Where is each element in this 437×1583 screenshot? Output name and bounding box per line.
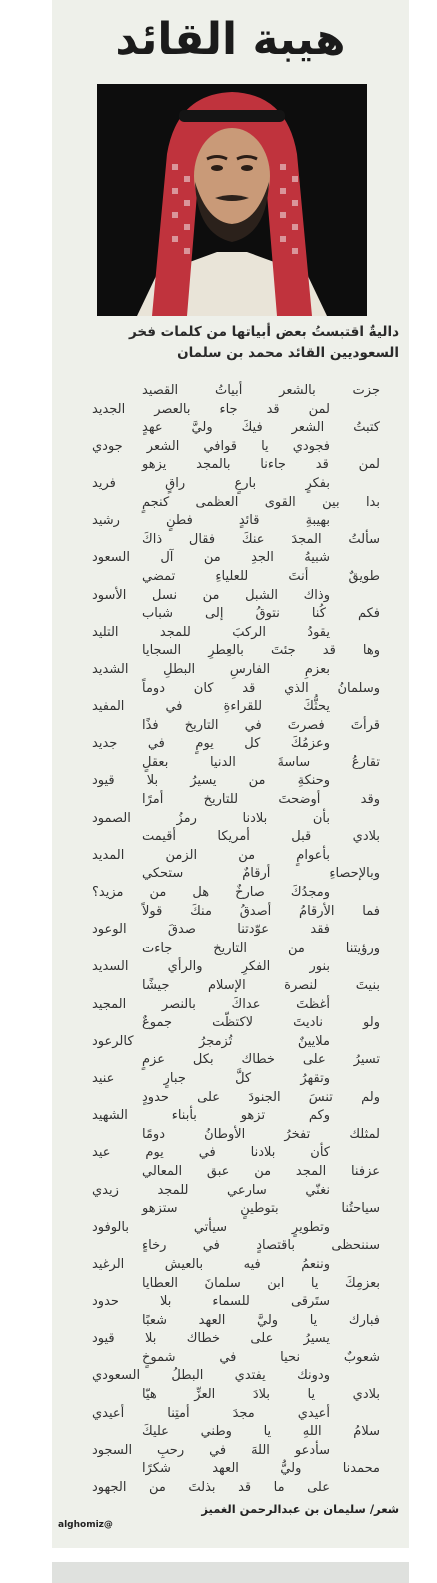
- poem-verse: وبالإحصاءِ أرقامٌ ستحكي: [142, 866, 380, 882]
- article-caption: داليةٌ اقتبستُ بعض أبياتها من كلمات فخر السعوديين القائد محمد بن سلمان: [129, 324, 399, 361]
- portrait-photo: [97, 84, 367, 316]
- poem-verse: فقد عوّدتنا صدقَ الوعود: [92, 922, 330, 938]
- poem-verse: فبارك يا وليَّ العهد شعبًا: [142, 1312, 380, 1328]
- poem-verse: قرأتَ فصرتَ في التاريخ فذًا: [142, 717, 380, 733]
- poem-verse: بهيبةِ قائدٍ فطنٍ رشيد: [92, 513, 330, 529]
- poem-verse: بلادي يا بلادَ العزِّ هيّا: [142, 1387, 380, 1403]
- poem-verse: كتبتُ الشعر فيكَ وليَّ عهدٍ: [142, 420, 380, 436]
- poem-verse: فكم كُنا نتوقُ إلى شباب: [142, 606, 380, 622]
- poem-verse: وحنكةِ من يسيرُ بلا قيود: [92, 773, 330, 789]
- poem-verse: وننعمُ فيه بالعيش الرغيد: [92, 1256, 330, 1272]
- poem-verse: بنيتَ لنصرة الإسلام جيشًا: [142, 978, 380, 993]
- poem-verse: عزفنا المجد من عبق المعالي: [142, 1163, 380, 1179]
- poem-verse: لمن قد جاءنا بالمجد يزهو: [142, 457, 380, 473]
- poem-verse: بفكرٍ بارعٍ راقٍ فريد: [92, 475, 330, 491]
- poem-verse: بعزمِ الفارسِ البطلِ الشديد: [92, 661, 330, 677]
- portrait-icon: [97, 84, 367, 316]
- page-margin-left: [0, 0, 52, 1583]
- poem-verse: نغنّي سارعي للمجد زيدي: [92, 1182, 330, 1198]
- poem-verse: يسيرُ على خطاك بلا قيود: [92, 1331, 330, 1347]
- poem-verse: ومجدُكَ صارخٌ هل من مزيد؟: [92, 885, 330, 901]
- poem-verse: على ما قد بذلتَ من الجهود: [92, 1480, 330, 1496]
- poem-verse: تقارعُ ساسةَ الدنيا بعقلٍ: [142, 754, 380, 770]
- poem-verse: طويقٌ أنتَ للعلياءِ تمضي: [142, 568, 380, 584]
- poem-verse: محمدنا وليُّ العهد شكرًا: [142, 1461, 380, 1477]
- poem-verse: وعزمُكَ كل يومٍ في جديد: [92, 736, 330, 752]
- poem-verse: سننحظى باقتصادٍ في رخاءٍ: [142, 1238, 380, 1254]
- poem-verse: لمن قد جاء بالعصر الجديد: [92, 401, 330, 417]
- poem-verse: ملايينٌ تُزمجرُ كالرعود: [92, 1033, 330, 1049]
- page-bottom-strip: [52, 1562, 409, 1583]
- poem-verse: كأن بلادنا في يوم عيد: [92, 1145, 330, 1161]
- poem-verse: وتطويرٍ سيأتي بالوفود: [92, 1219, 330, 1235]
- poem-verse: لمثلك تفخرُ الأوطانُ دومًا: [142, 1126, 380, 1142]
- poem-verse: بأن بلادنا رمزُ الصمود: [92, 810, 330, 826]
- poem-verse: بدا بين القوى العظمى كنجمٍ: [142, 494, 380, 510]
- poem-verse: يحثُّكَ للقراءةِ في المفيد: [92, 699, 330, 715]
- poem-verse: وها قد جئتَ بالعِطرِ السجايا: [142, 643, 380, 659]
- author-byline: شعر/ سليمان بن عبدالرحمن الغميز: [201, 1502, 399, 1516]
- poem-verse: بنور الفكرِ والرأي السديد: [92, 959, 330, 975]
- poem-verse: سألتُ المجدَ عنكَ فقال ذاكَ: [142, 531, 380, 547]
- poem-verse: ولو ناديتَ لاكتظّت جموعٌ: [142, 1015, 380, 1031]
- poem-verse: وذاك الشبل من نسل الأسود: [92, 587, 330, 603]
- poem-verse: سأدعو اللهَ في رحبِ السجود: [92, 1442, 330, 1458]
- poem-verse: ودونك يفتدي البطلُ السعودي: [92, 1368, 330, 1384]
- poem-verse: شعوبٌ نحيا في شموخٍ: [142, 1349, 380, 1365]
- poem-verse: بأعوامٍ من الزمن المديد: [92, 847, 330, 863]
- poem-verse: بلادي قبل أمريكا أقيمت: [142, 829, 380, 845]
- poem-verse: فجودي يا قوافي الشعر جودي: [92, 438, 330, 454]
- poem-verse: أغظتَ عداكَ بالنصر المجيد: [92, 996, 330, 1012]
- poem-verse: سياحتُنا بتوطينٍ ستزهو: [142, 1201, 380, 1217]
- poem-verse: وكم تزهو بأبناء الشهيد: [92, 1108, 330, 1124]
- article-title: هيبة القائد: [115, 14, 346, 65]
- poem-verse: أعيدي مجدَ أمتِنا أعيدي: [92, 1405, 330, 1421]
- page-margin-right: [409, 0, 437, 1583]
- poem-verse: بعزمِكَ يا ابن سلمانَ العطايا: [142, 1275, 380, 1291]
- poem-verse: سلامُ اللهِ يا وطني عليكَ: [142, 1424, 380, 1440]
- poem-verse: وتقهرُ كلَّ جبارٍ عنيد: [92, 1070, 330, 1086]
- poem-verse: فما الأرقامُ أصدقُ منكَ قولاً: [142, 903, 380, 919]
- author-handle: alghomiz@: [58, 1520, 113, 1530]
- poem-verse: وقد أوضحتَ للتاريخ أمرًا: [142, 792, 380, 808]
- poem-verse: جزت بالشعر أبياتُ القصيد: [142, 383, 380, 398]
- poem-verse: شبيهُ الجدِ من آل السعود: [92, 550, 330, 566]
- poem-verse: وسلمانُ الذي قد كان دوماً: [142, 680, 380, 696]
- poem-body: [86, 382, 386, 1498]
- poem-verse: ستَرقى للسماء بلا حدود: [92, 1294, 330, 1310]
- poem-verse: يقودُ الركبَ للمجد التليد: [92, 624, 330, 640]
- poem-verse: ورؤيتنا من التاريخ جاءت: [142, 940, 380, 956]
- poem-verse: تسيرُ على خطاك بكل عزمٍ: [142, 1052, 380, 1068]
- article-column: [52, 0, 409, 1548]
- poem-verse: ولم تنسَ الجنودَ على حدودٍ: [142, 1089, 380, 1105]
